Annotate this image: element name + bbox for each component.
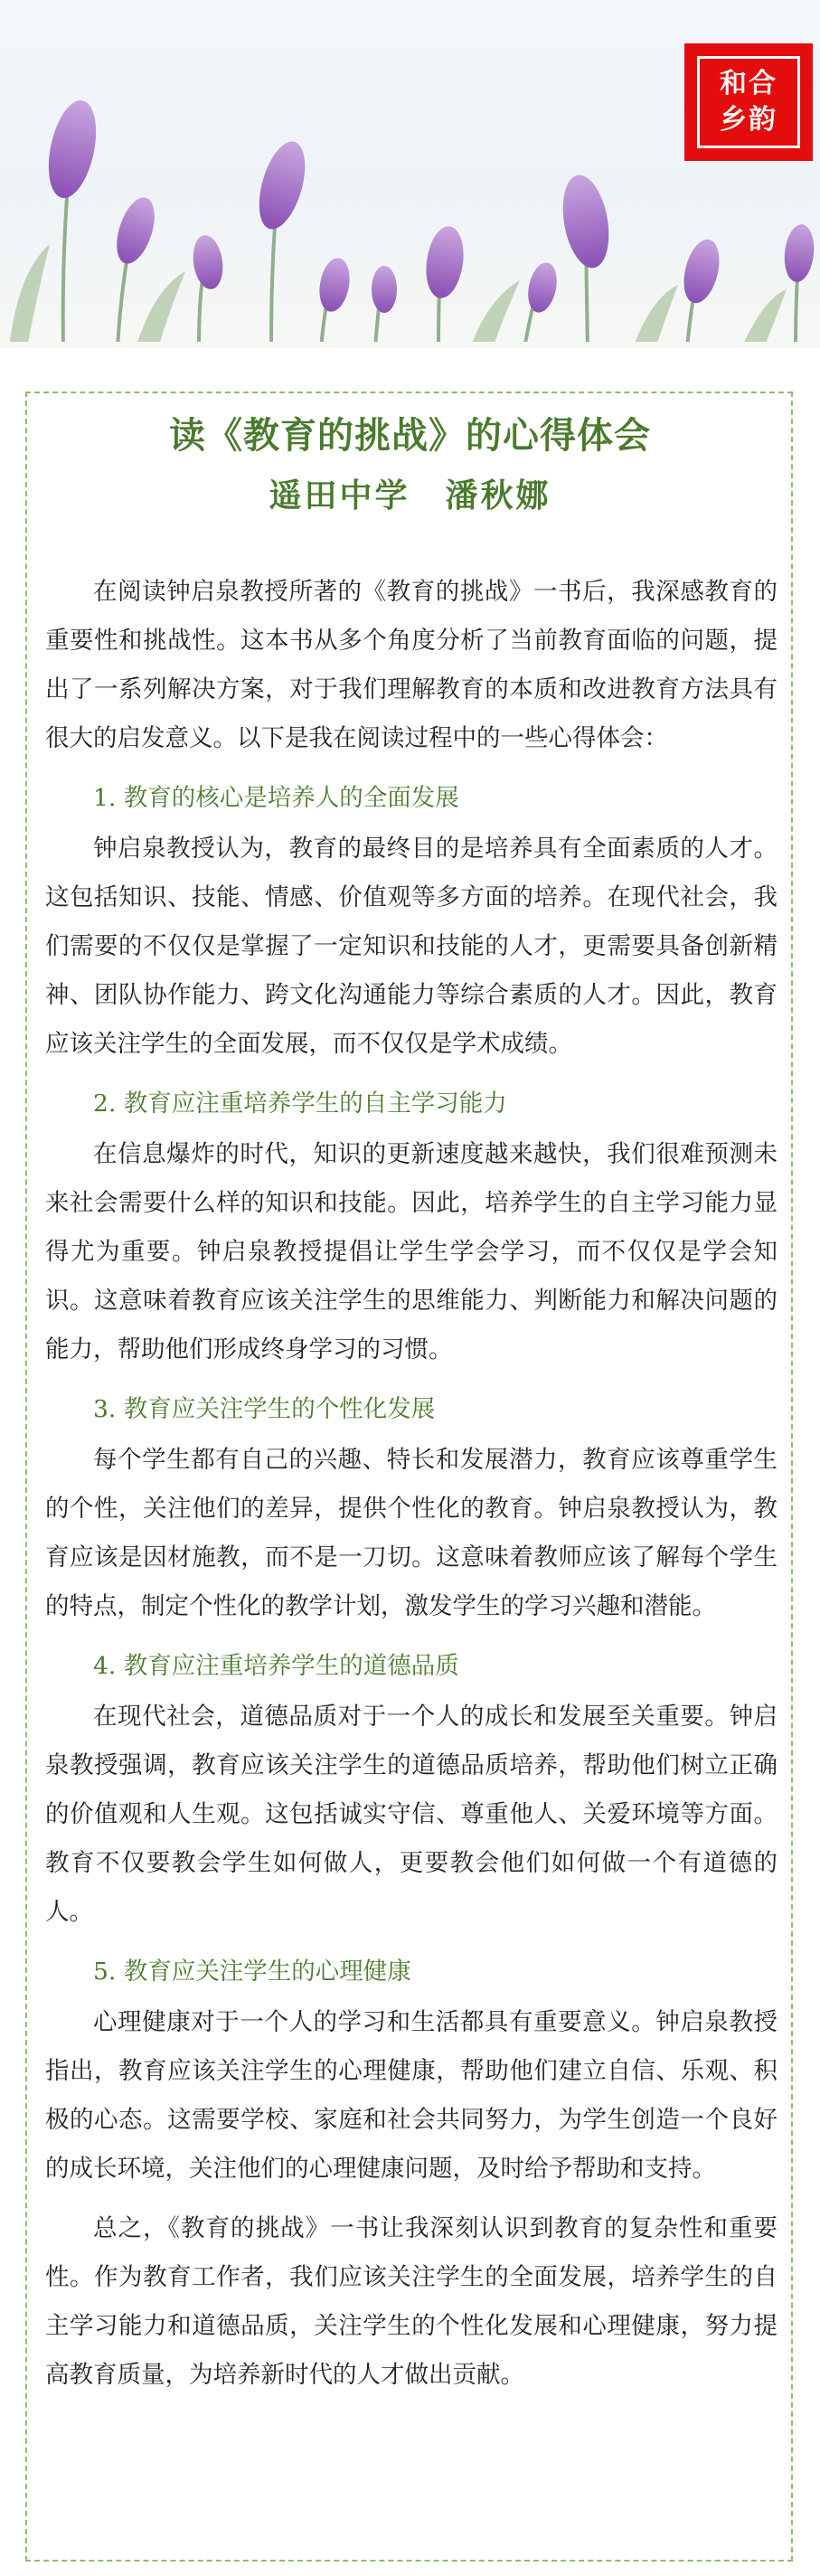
article-title: 读《教育的挑战》的心得体会: [169, 414, 651, 457]
section-body-2: 在信息爆炸的时代，知识的更新速度越来越快，我们很难预测未来社会需要什么样的知识和技能。因此，培养学生的自主学习能力显得尤为重要。钟启泉教授提倡让学生学会学习，而不仅仅是学会知识。这意味着教育应该关注学生的思维能力、判断能力和解决问题的能力，帮助他们形成终身学习的习惯。: [45, 1140, 778, 1363]
article-author: 遥田中学 潘秋娜: [269, 477, 551, 514]
section-body-3: 每个学生都有自己的兴趣、特长和发展潜力，教育应该尊重学生的个性，关注他们的差异，提供个性化的教育。钟启泉教授认为，教育应该是因材施教，而不是一刀切。这意味着教师应该了解每个学生的特点，制定个性化的教学计划，激发学生的学习兴趣和潜能。: [45, 1446, 778, 1620]
section-heading-4: 4. 教育应注重培养学生的道德品质: [93, 1652, 459, 1680]
conclusion-paragraph: 总之，《教育的挑战》一书让我深刻认识到教育的复杂性和重要性。作为教育工作者，我们应该关注学生的全面发展，培养学生的自主学习能力和道德品质，关注学生的个性化发展和心理健康，努力提高教育质量，为培养新时代的人才做出贡献。: [45, 2214, 778, 2389]
logo-line-1: 和合: [720, 68, 778, 99]
section-heading-3: 3. 教育应关注学生的个性化发展: [93, 1395, 436, 1423]
section-body-5: 心理健康对于一个人的学习和生活都具有重要意义。钟启泉教授指出，教育应该关注学生的心理健康，帮助他们建立自信、乐观、积极的心态。这需要学校、家庭和社会共同努力，为学生创造一个良好的成长环境，关注他们的心理健康问题，及时给予帮助和支持。: [45, 2008, 778, 2183]
logo-badge-text: [697, 56, 800, 148]
article-body: [45, 568, 778, 2411]
lavender-banner: [0, 0, 820, 348]
section-heading-1: 1. 教育的核心是培养人的全面发展: [93, 784, 459, 812]
section-body-4: 在现代社会，道德品质对于一个人的成长和发展至关重要。钟启泉教授强调，教育应该关注学生的道德品质培养，帮助他们树立正确的价值观和人生观。这包括诚实守信、尊重他人、关爱环境等方面。教育不仅要教会学生如何做人，更要教会他们如何做一个有道德的人。: [45, 1703, 778, 1926]
intro-paragraph: 在阅读钟启泉教授所著的《教育的挑战》一书后，我深感教育的重要性和挑战性。这本书从多个角度分析了当前教育面临的问题，提出了一系列解决方案，对于我们理解教育的本质和改进教育方法具有很大的启发意义。以下是我在阅读过程中的一些心得体会：: [45, 578, 778, 752]
logo-badge: [684, 43, 813, 161]
section-heading-2: 2. 教育应注重培养学生的自主学习能力: [93, 1090, 507, 1118]
section-body-1: 钟启泉教授认为，教育的最终目的是培养具有全面素质的人才。这包括知识、技能、情感、价值观等多方面的培养。在现代社会，我们需要的不仅仅是掌握了一定知识和技能的人才，更需要具备创新精神、团队协作能力、跨文化沟通能力等综合素质的人才。因此，教育应该关注学生的全面发展，而不仅仅是学术成绩。: [45, 835, 778, 1058]
logo-line-2: 乡韵: [720, 104, 778, 136]
section-heading-5: 5. 教育应关注学生的心理健康: [93, 1958, 411, 1986]
